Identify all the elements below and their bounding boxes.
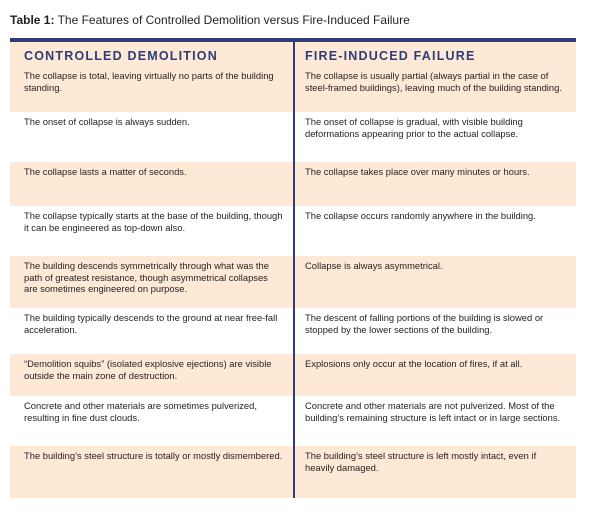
table-row — [10, 112, 576, 162]
cell-fire-induced-failure: The onset of collapse is gradual, with visible building deformations appearing prior to the actual collapse. — [305, 116, 523, 139]
cell-fire-induced-failure: The collapse occurs randomly anywhere in the building. — [305, 210, 536, 221]
cell-controlled-demolition: The onset of collapse is always sudden. — [24, 116, 190, 127]
table-caption-text: The Features of Controlled Demolition versus Fire-Induced Failure — [54, 13, 410, 27]
cell-fire-induced-failure: The collapse takes place over many minutes or hours. — [305, 166, 530, 177]
cell-controlled-demolition: The building typically descends to the ground at near free-fall acceleration. — [24, 312, 278, 335]
cell-fire-induced-failure: Collapse is always asymmetrical. — [305, 260, 443, 271]
cell-fire-induced-failure: The descent of falling portions of the building is slowed or stopped by the lower sections of the building. — [305, 312, 544, 335]
table-row — [10, 206, 576, 256]
table-caption-label: Table 1: — [10, 13, 55, 27]
cell-controlled-demolition: The collapse typically starts at the base of the building, though it can be engineered as top-down also. — [24, 210, 283, 233]
cell-controlled-demolition: The building’s steel structure is totally or mostly dismembered. — [24, 450, 283, 461]
table-row — [10, 308, 576, 354]
comparison-table — [10, 38, 576, 498]
cell-fire-induced-failure: The collapse is usually partial (always partial in the case of steel-framed buildings), leaving much of the building standing. — [305, 70, 562, 93]
table-row — [10, 256, 576, 308]
header-fire-induced-failure: FIRE-INDUCED FAILURE — [305, 49, 476, 63]
header-controlled-demolition: CONTROLLED DEMOLITION — [24, 49, 218, 63]
table-row — [10, 446, 576, 498]
cell-controlled-demolition: The collapse lasts a matter of seconds. — [24, 166, 187, 177]
table-row — [10, 396, 576, 446]
cell-controlled-demolition: “Demolition squibs” (isolated explosive ejections) are visible outside the main zone of destruction. — [24, 358, 272, 381]
table-body — [10, 66, 576, 498]
cell-controlled-demolition: The building descends symmetrically through what was the path of greatest resistance, though asymmetrical collapses are sometimes engineered on purpose. — [24, 260, 269, 295]
table-header-row — [10, 42, 576, 66]
table-caption — [10, 12, 410, 28]
table-row — [10, 66, 576, 112]
cell-fire-induced-failure: The building’s steel structure is left mostly intact, even if heavily damaged. — [305, 450, 537, 473]
cell-fire-induced-failure: Explosions only occur at the location of fires, if at all. — [305, 358, 523, 369]
cell-controlled-demolition: Concrete and other materials are sometimes pulverized, resulting in fine dust clouds. — [24, 400, 257, 423]
table-row — [10, 162, 576, 206]
table-row — [10, 354, 576, 396]
cell-controlled-demolition: The collapse is total, leaving virtually no parts of the building standing. — [24, 70, 274, 93]
cell-fire-induced-failure: Concrete and other materials are not pulverized. Most of the building’s remaining structure is left intact or in large sections. — [305, 400, 561, 423]
